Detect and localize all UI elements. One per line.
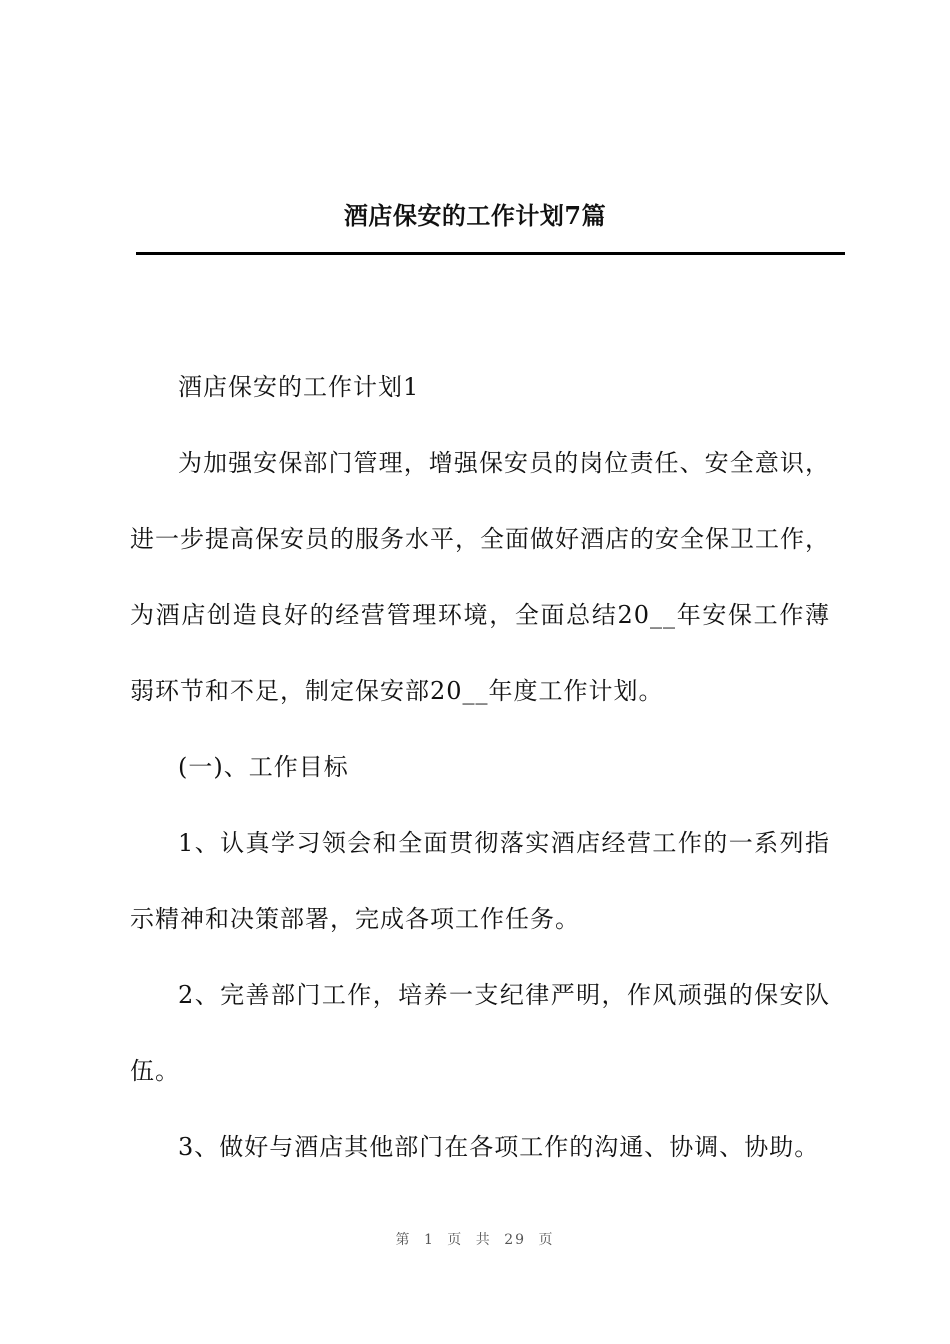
body-paragraph: 为加强安保部门管理，增强保安员的岗位责任、安全意识，进一步提高保安员的服务水平，全面做好酒店的安全保卫工作，为酒店创造良好的经营管理环境，全面总结20__年安保工作薄弱环节和不足，制定保安部20__年度工作计划。	[130, 449, 830, 705]
body-paragraph: 3、做好与酒店其他部门在各项工作的沟通、协调、协助。	[178, 1133, 820, 1161]
title-divider	[136, 252, 845, 255]
section-heading: 酒店保安的工作计划1	[178, 373, 420, 401]
document-body	[130, 349, 830, 1185]
page-footer: 第 1 页 共 29 页	[395, 1232, 555, 1248]
subsection-heading: (一)、工作目标	[178, 753, 349, 781]
body-paragraph: 1、认真学习领会和全面贯彻落实酒店经营工作的一系列指示精神和决策部署，完成各项工作任务。	[130, 829, 830, 933]
document-title: 酒店保安的工作计划7篇	[343, 201, 607, 230]
body-paragraph: 2、完善部门工作，培养一支纪律严明，作风顽强的保安队伍。	[130, 981, 830, 1085]
